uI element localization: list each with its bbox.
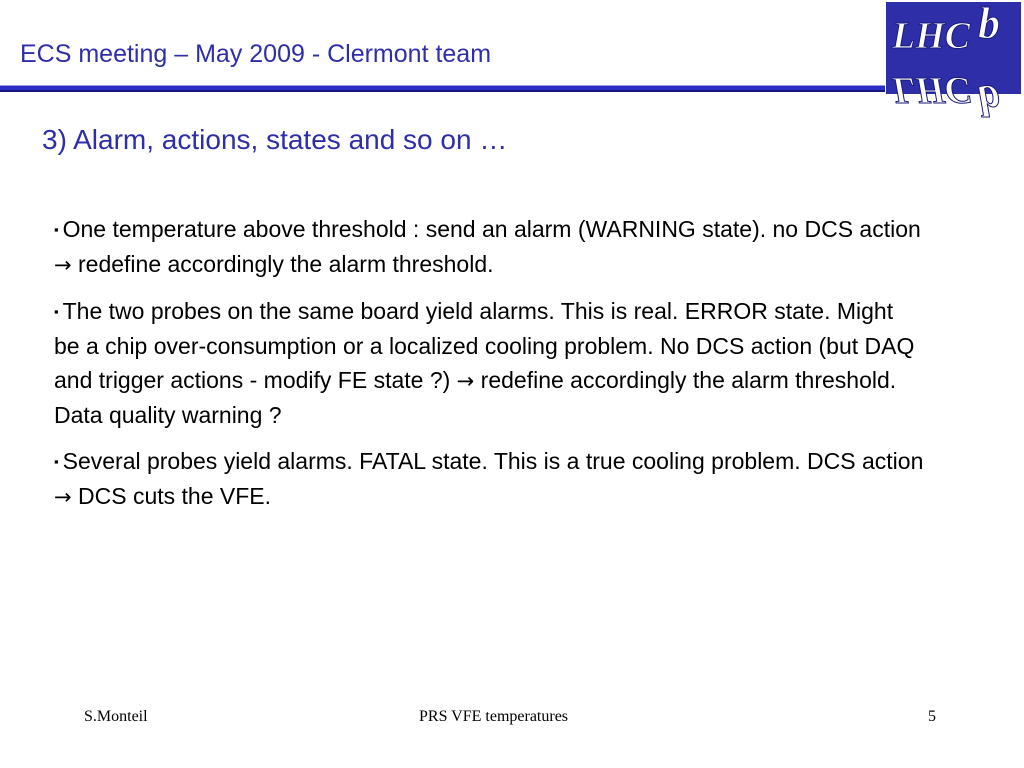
arrow-icon: → bbox=[54, 485, 72, 509]
footer-topic: PRS VFE temperatures bbox=[419, 708, 569, 725]
bullet-icon: ▪ bbox=[54, 304, 59, 319]
bullet-text: The two probes on the same board yield alarms. This is real. ERROR state. Might be a chip over-consumption or a localized cooling problem. No DCS action (but DAQ and trigger actions - modify FE state ?) bbox=[54, 298, 915, 393]
bullet-item-warning bbox=[54, 212, 924, 282]
bullet-text-continuation: redefine accordingly the alarm threshold. bbox=[78, 251, 494, 277]
bullet-text-continuation: DCS cuts the VFE. bbox=[78, 483, 272, 509]
svg-text:LHC: LHC bbox=[892, 69, 971, 111]
svg-text:b: b bbox=[978, 0, 1000, 48]
bullet-icon: ▪ bbox=[54, 454, 59, 469]
bullet-text: Several probes yield alarms. FATAL state. This is a true cooling problem. DCS action bbox=[62, 448, 924, 474]
footer-author: S.Monteil bbox=[84, 708, 148, 725]
arrow-icon: → bbox=[54, 253, 72, 277]
bullet-item-fatal bbox=[54, 444, 924, 514]
lhcb-logo-graphic bbox=[886, 0, 1021, 125]
arrow-icon: → bbox=[456, 369, 475, 393]
svg-text:LHC: LHC bbox=[892, 15, 971, 57]
bullet-text-continuation: redefine accordingly the alarm threshold. Data quality warning ? bbox=[54, 367, 897, 428]
header-divider bbox=[0, 85, 885, 92]
svg-text:b: b bbox=[978, 76, 1000, 125]
slide-body bbox=[54, 212, 924, 526]
page-number: 5 bbox=[928, 708, 936, 725]
bullet-text: One temperature above threshold : send an alarm (WARNING state). no DCS action bbox=[62, 216, 921, 242]
bullet-item-error bbox=[54, 294, 924, 432]
bullet-icon: ▪ bbox=[54, 222, 59, 237]
lhcb-logo bbox=[886, 0, 1021, 125]
slide-header-title: ECS meeting – May 2009 - Clermont team bbox=[20, 40, 492, 68]
section-title: 3) Alarm, actions, states and so on … bbox=[42, 124, 508, 155]
